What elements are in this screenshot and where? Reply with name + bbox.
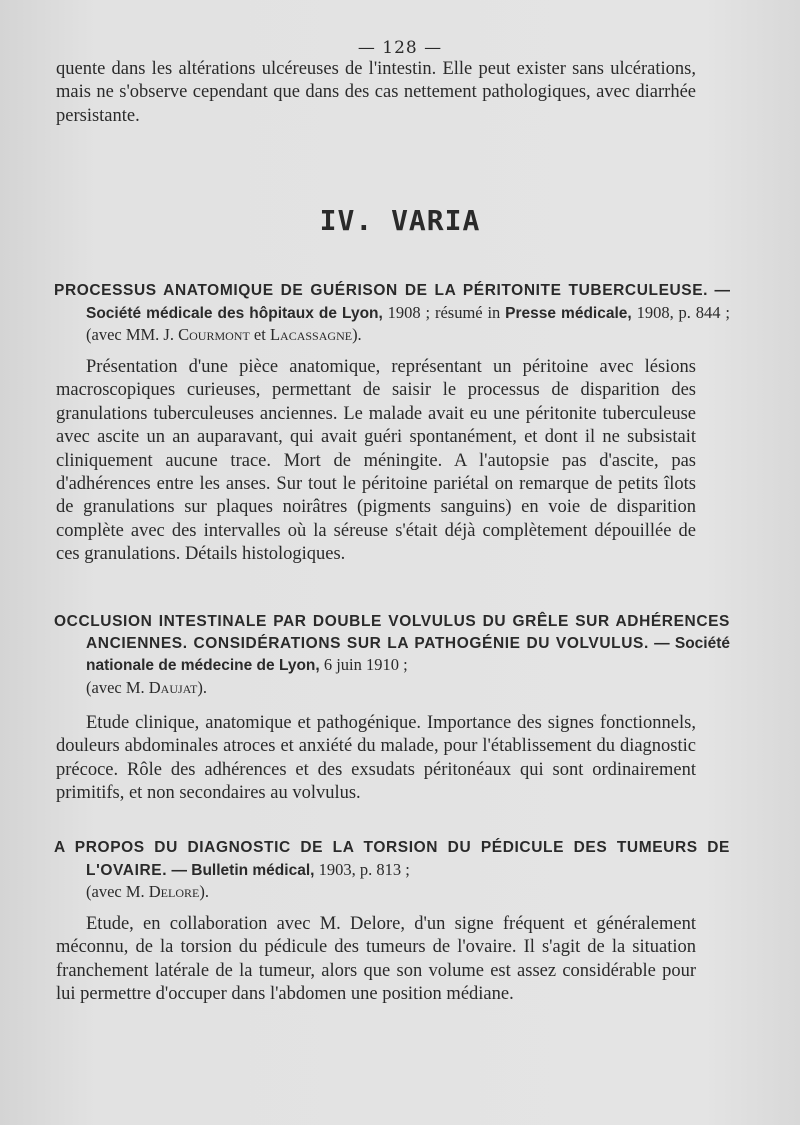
- entry-heading-2: OCCLUSION INTESTINALE PAR DOUBLE VOLVULUS DU GRÊLE SUR ADHÉRENCES ANCIENNES. CONSIDÉRATIONS SUR LA PATHOGÉNIE DU VOLVULUS. — Société nationale de médecine de Lyon, 6 juin 1910 ; (avec M. Daujat).: [54, 613, 730, 697]
- entry-title: OCCLUSION INTESTINALE PAR DOUBLE VOLVULUS DU GRÊLE SUR ADHÉRENCES ANCIENNES. CONSIDÉRATIONS SUR LA PATHOGÉNIE DU VOLVULUS.: [54, 613, 730, 652]
- entry-date: 6 juin 1910 ;: [319, 655, 408, 675]
- entry-title: PROCESSUS ANATOMIQUE DE GUÉRISON DE LA PÉRITONITE TUBERCULEUSE.: [54, 282, 709, 299]
- page-number: — 128 —: [357, 38, 443, 58]
- entry-author: Delore: [148, 882, 200, 902]
- entry-journal: Bulletin médical,: [191, 861, 315, 879]
- entry-journal: Presse médicale,: [505, 304, 632, 322]
- entry-society: Société médicale des hôpitaux de Lyon,: [86, 304, 383, 322]
- entry-author: Lacassagne: [269, 325, 353, 345]
- entry-details: 1908, p. 844 ; (avec MM. J.: [86, 302, 730, 345]
- entry-heading-3: A PROPOS DU DIAGNOSTIC DE LA TORSION DU PÉDICULE DES TUMEURS DE L'OVAIRE. — Bulletin médical, 1903, p. 813 ; (avec M. Delore).: [54, 839, 730, 902]
- entry-title: A PROPOS DU DIAGNOSTIC DE LA TORSION DU PÉDICULE DES TUMEURS DE L'OVAIRE.: [54, 839, 730, 879]
- entry-author: Daujat: [148, 677, 198, 697]
- entry-body-3: Etude, en collaboration avec M. Delore, d'un signe fréquent et généralement méconnu, de la torsion du pédicule des tumeurs de l'ovaire. Il s'agit de la situation franchement latérale de la tumeur, alors que son volume est assez considérable pour lui permettre d'occuper dans l'abdomen une position médiane.: [56, 914, 696, 1005]
- entry-body-1: Présentation d'une pièce anatomique, représentant un péritoine avec lésions macroscopiques curieuses, permettant de saisir le processus de disparition des granulations tuberculeuses anciennes. Le malade avait eu une péritonite tuberculeuse avec ascite un an auparavant, qui avait guéri spontanément, et dont il ne subsistait cliniquement aucune trace. Mort de méningite. A l'autopsie pas d'ascite, pas d'adhérences entre les anses. Sur tout le péritoine pariétal on remarque de petits îlots de granulations sur plaques noirâtres (pigments sanguins) en voie de disparition complète avec des intervalles où la séreuse s'était déjà complètement dépouillée de ces granulations. Détails histologiques.: [56, 357, 696, 565]
- continued-paragraph: quente dans les altérations ulcéreuses de l'intestin. Elle peut exister sans ulcérations, mais ne s'observe cependant que dans des cas nettement pathologiques, avec diarrhée persistante.: [56, 59, 696, 126]
- entry-date: 1908 ; résumé in: [382, 302, 506, 322]
- section-title: IV. VARIA: [319, 204, 481, 237]
- entry-body-2: Etude clinique, anatomique et pathogénique. Importance des signes fonctionnels, douleurs abdominales atroces et anxiété du malade, pour l'établissement du diagnostic précoce. Rôle des adhérences et des exsudats péritonéaux qui sont ordinairement primitifs, et non secondaires au volvulus.: [56, 713, 696, 804]
- entry-society: Société nationale de médecine de Lyon,: [86, 634, 730, 675]
- entry-heading-1: PROCESSUS ANATOMIQUE DE GUÉRISON DE LA PÉRITONITE TUBERCULEUSE. — Société médicale des hôpitaux de Lyon, 1908 ; résumé in Presse médicale, 1908, p. 844 ; (avec MM. J. Courmont et Lacassagne).: [54, 282, 730, 345]
- entry-author: Courmont: [178, 325, 250, 345]
- entry-details: 1903, p. 813 ;: [314, 859, 410, 879]
